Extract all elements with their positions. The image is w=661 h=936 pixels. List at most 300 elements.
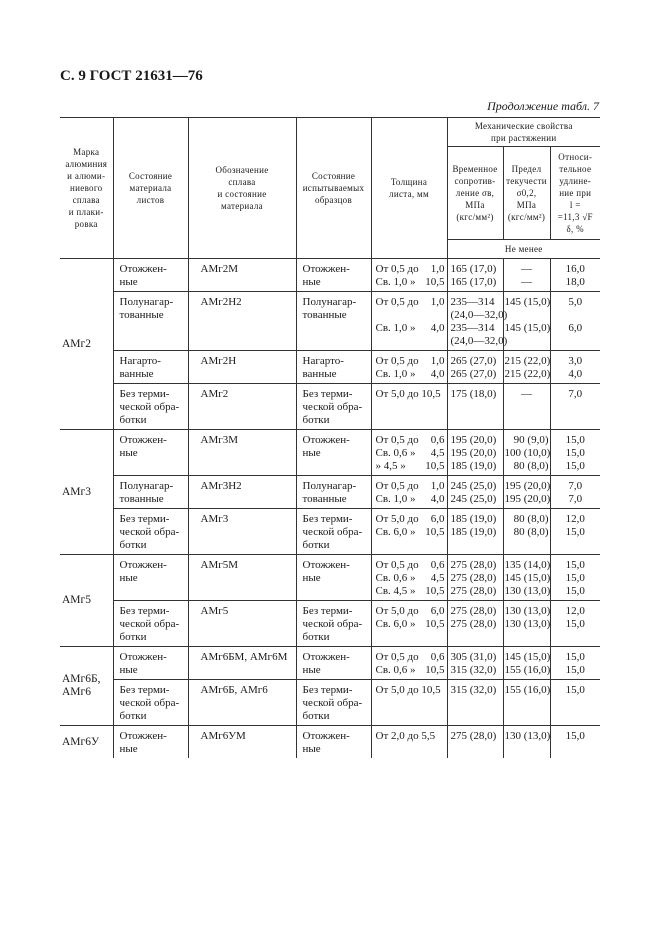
yield-strength-cell [503, 601, 550, 647]
designation: АМг3 [200, 513, 229, 525]
thickness-from: Св. 0,6 » [375, 447, 416, 459]
sheet-state: ные [119, 276, 138, 288]
elongation: 18,0 [565, 276, 585, 288]
page-header: С. 9 ГОСТ 21631—76 [60, 68, 203, 84]
sheet-state: Отожжен- [119, 434, 167, 446]
sheet-state-cell [113, 509, 188, 555]
thickness-cell [371, 726, 447, 759]
tensile-strength: 265 (27,0) [450, 368, 497, 380]
designation-cell [188, 476, 296, 509]
header-sheet-state [113, 118, 188, 259]
yield-strength: 80 (8,0) [513, 526, 549, 538]
tensile-strength: (24,0—32,0) [450, 309, 508, 321]
header-line: Состояние [311, 171, 356, 181]
sheet-state-cell [113, 292, 188, 351]
thickness-to: 0,6 [430, 559, 445, 571]
header-line: (кгс/мм²) [456, 212, 494, 222]
header-not-less: Не менее [447, 240, 600, 259]
header-line: сплава [228, 177, 256, 187]
elongation: 15,0 [565, 651, 585, 663]
header-line: Состояние [128, 171, 173, 181]
yield-strength: 195 (20,0) [504, 480, 551, 492]
header-line: текучести [506, 176, 547, 186]
elongation [553, 309, 599, 322]
yield-strength-cell [503, 647, 550, 680]
yield-strength: 130 (13,0) [504, 730, 551, 742]
elongation: 6,0 [568, 322, 583, 334]
header-line: ние при [559, 188, 592, 198]
sample-state: ческой обра- [302, 526, 363, 538]
header-line: Механические свойства [474, 121, 573, 131]
elongation: 7,0 [568, 388, 583, 400]
elongation: 15,0 [565, 684, 585, 696]
header-thickness [371, 118, 447, 259]
sample-state-cell [296, 384, 371, 430]
tensile-strength: 275 (28,0) [450, 618, 497, 630]
sheet-state: Отожжен- [119, 263, 167, 275]
designation-cell [188, 292, 296, 351]
thickness-to: 4,0 [430, 368, 445, 380]
tensile-strength: 165 (17,0) [450, 263, 497, 275]
sheet-state: Без терми- [119, 513, 170, 525]
sample-state: Отожжен- [302, 651, 350, 663]
thickness-range [376, 572, 445, 585]
sheet-state: Без терми- [119, 388, 170, 400]
thickness-cell [371, 384, 447, 430]
thickness-range [376, 559, 445, 572]
sample-state: тованные [302, 493, 347, 505]
thickness-range [376, 513, 445, 526]
header-line: =11,3 √F [557, 212, 593, 222]
sheet-state: ные [119, 447, 138, 459]
elongation [553, 335, 599, 348]
yield-strength: 100 (10,0) [504, 447, 551, 459]
yield-strength-cell [503, 430, 550, 476]
sample-state: Нагарто- [302, 355, 344, 367]
sheet-state: тованные [119, 493, 164, 505]
header-tensile-strength [447, 147, 503, 240]
sheet-state-cell [113, 384, 188, 430]
sheet-state: тованные [119, 309, 164, 321]
sheet-state: Отожжен- [119, 730, 167, 742]
thickness-range [376, 388, 445, 401]
tensile-strength: 315 (32,0) [450, 684, 497, 696]
thickness-cell [371, 430, 447, 476]
tensile-strength-cell [447, 384, 503, 430]
sample-state-cell [296, 259, 371, 292]
sheet-state-cell [113, 726, 188, 759]
yield-strength: 145 (15,0) [504, 651, 551, 663]
table-row [60, 680, 600, 726]
yield-strength-cell [503, 680, 550, 726]
alloy-grade: АМг5 [62, 594, 91, 606]
header-line: Относи- [558, 152, 593, 162]
designation-cell [188, 601, 296, 647]
tensile-strength: (24,0—32,0) [450, 335, 508, 347]
thickness-to: 0,6 [430, 651, 445, 663]
tensile-strength: 235—314 [450, 296, 495, 308]
designation: АМг5М [200, 559, 239, 571]
yield-strength: 80 (8,0) [513, 460, 549, 472]
sample-state: ботки [302, 539, 330, 551]
designation: АМг6УМ [200, 730, 246, 742]
sample-state: ботки [302, 710, 330, 722]
header-line: листа, мм [389, 189, 429, 199]
designation-cell [188, 259, 296, 292]
sample-state: Отожжен- [302, 434, 350, 446]
header-line: алюминия [65, 159, 108, 169]
thickness-range [376, 460, 445, 473]
thickness-range [376, 664, 445, 677]
yield-strength: 195 (20,0) [504, 493, 551, 505]
elongation: 15,0 [565, 434, 585, 446]
thickness-from: От 0,5 до [375, 296, 419, 308]
designation: АМг2Н2 [200, 296, 242, 308]
sheet-state-cell [113, 351, 188, 384]
thickness-from: От 5,0 до 10,5 [375, 684, 441, 696]
elongation-cell [550, 476, 600, 509]
thickness-range [376, 309, 445, 322]
sample-state: Полунагар- [302, 296, 357, 308]
yield-strength-cell [503, 476, 550, 509]
elongation-cell [550, 647, 600, 680]
thickness-cell [371, 351, 447, 384]
thickness-cell [371, 555, 447, 601]
sample-state: ные [302, 664, 321, 676]
header-line: ление σв, [455, 188, 495, 198]
header-line: сопротив- [454, 176, 496, 186]
tensile-strength: 275 (28,0) [450, 730, 497, 742]
sample-state-cell [296, 601, 371, 647]
elongation-cell [550, 726, 600, 759]
header-line: МПа [516, 200, 537, 210]
thickness-range [376, 493, 445, 506]
thickness-to: 1,0 [430, 480, 445, 492]
yield-strength: 90 (9,0) [513, 434, 549, 446]
tensile-strength: 305 (31,0) [450, 651, 497, 663]
elongation: 5,0 [568, 296, 583, 308]
sample-state: Без терми- [302, 684, 353, 696]
thickness-range [376, 447, 445, 460]
alloy-grade-cell [60, 726, 113, 759]
table-row [60, 509, 600, 555]
thickness-range [376, 335, 445, 348]
tensile-strength: 275 (28,0) [450, 585, 497, 597]
sample-state: ные [302, 276, 321, 288]
thickness-from: Св. 0,6 » [375, 664, 416, 676]
sheet-state: ные [119, 743, 138, 755]
header-elongation [550, 147, 600, 240]
yield-strength: 135 (14,0) [504, 559, 551, 571]
alloy-grade: АМг3 [62, 485, 91, 498]
alloy-grade-cell [60, 430, 113, 555]
header-line: материала [221, 201, 263, 211]
designation: АМг3М [200, 434, 239, 446]
tensile-strength-cell [447, 647, 503, 680]
designation-cell [188, 726, 296, 759]
continuation-note: Продолжение табл. 7 [487, 99, 599, 113]
yield-strength-cell [503, 509, 550, 555]
yield-strength-cell [503, 555, 550, 601]
sample-state: ческой обра- [302, 618, 363, 630]
sample-state: Без терми- [302, 388, 353, 400]
designation-cell [188, 509, 296, 555]
sheet-state: Отожжен- [119, 559, 167, 571]
thickness-cell [371, 292, 447, 351]
sample-state: Отожжен- [302, 263, 350, 275]
yield-strength: 130 (13,0) [504, 585, 551, 597]
thickness-to: 4,5 [430, 572, 445, 584]
sample-state: Без терми- [302, 513, 353, 525]
thickness-to: 10,5 [425, 585, 445, 597]
header-sample-state [296, 118, 371, 259]
tensile-strength-cell [447, 292, 508, 351]
header-line: ниевого [70, 183, 103, 193]
thickness-cell [371, 259, 447, 292]
yield-strength: 155 (16,0) [504, 664, 551, 676]
header-line: ровка [74, 219, 98, 229]
sample-state-cell [296, 430, 371, 476]
header-line: и состояние [217, 189, 267, 199]
yield-strength-cell [503, 259, 550, 292]
alloy-grade: АМг6У [62, 735, 100, 748]
elongation-cell [550, 384, 600, 430]
yield-strength-cell [503, 726, 550, 759]
designation: АМг6Б, АМг6 [200, 684, 268, 696]
thickness-from: Св. 4,5 » [375, 585, 416, 597]
designation: АМг2Н [200, 355, 237, 367]
thickness-from: От 0,5 до [375, 263, 419, 275]
sample-state: ческой обра- [302, 401, 363, 413]
header-line: σ0,2, [516, 188, 537, 198]
header-mechanical-properties [447, 118, 600, 147]
alloy-grade-cell [60, 259, 113, 430]
thickness-from: От 0,5 до [375, 434, 419, 446]
thickness-range [376, 480, 445, 493]
yield-strength: 145 (15,0) [504, 572, 551, 584]
sheet-state: Полунагар- [119, 296, 174, 308]
yield-strength: 155 (16,0) [504, 684, 551, 696]
sheet-state: Отожжен- [119, 651, 167, 663]
thickness-from: Св. 6,0 » [375, 618, 416, 630]
tensile-strength-cell [447, 476, 503, 509]
thickness-to: 1,0 [430, 296, 445, 308]
sample-state: ботки [302, 414, 330, 426]
elongation: 7,0 [568, 493, 583, 505]
yield-strength: 145 (15,0) [504, 322, 551, 334]
tensile-strength-cell [447, 601, 503, 647]
yield-strength: 215 (22,0) [504, 355, 551, 367]
elongation: 15,0 [565, 559, 585, 571]
thickness-to: 10,5 [425, 664, 445, 676]
elongation: 4,0 [568, 368, 583, 380]
sample-state: ные [302, 572, 321, 584]
thickness-cell [371, 680, 447, 726]
yield-strength: 130 (13,0) [504, 605, 551, 617]
sheet-state: ботки [119, 414, 147, 426]
thickness-to: 10,5 [425, 618, 445, 630]
sheet-state: ческой обра- [119, 697, 180, 709]
tensile-strength: 195 (20,0) [450, 447, 497, 459]
thickness-to: 10,5 [425, 276, 445, 288]
header-line: l = [569, 200, 581, 210]
designation-cell [188, 555, 296, 601]
table-row [60, 601, 600, 647]
alloy-grade: АМг2 [62, 337, 91, 350]
thickness-from: » 4,5 » [375, 460, 406, 472]
thickness-to: 10,5 [425, 460, 445, 472]
header-designation [188, 118, 296, 259]
table-row [60, 647, 600, 680]
tensile-strength: 165 (17,0) [450, 276, 497, 288]
sample-state: ческой обра- [302, 697, 363, 709]
thickness-cell [371, 601, 447, 647]
header-line: сплава [72, 195, 100, 205]
sheet-state: ботки [119, 710, 147, 722]
sheet-state: ботки [119, 631, 147, 643]
header-line: Толщина [390, 177, 428, 187]
sheet-state: ческой обра- [119, 618, 180, 630]
thickness-to: 4,0 [430, 493, 445, 505]
tensile-strength-cell [447, 351, 503, 384]
thickness-to: 6,0 [430, 513, 445, 525]
sample-state-cell [296, 647, 371, 680]
elongation-cell [550, 259, 600, 292]
tensile-strength: 315 (32,0) [450, 664, 497, 676]
header-line: испытываемых [302, 183, 365, 193]
elongation: 15,0 [565, 585, 585, 597]
designation-cell [188, 384, 296, 430]
tensile-strength-cell [447, 509, 503, 555]
table-row [60, 476, 600, 509]
elongation: 12,0 [565, 605, 585, 617]
yield-strength-cell [503, 351, 550, 384]
header-line: Марка [73, 147, 100, 157]
sheet-state: ческой обра- [119, 401, 180, 413]
tensile-strength-cell [447, 726, 503, 759]
tensile-strength: 195 (20,0) [450, 434, 497, 446]
sample-state: ботки [302, 631, 330, 643]
alloy-grade: АМг6Б, [62, 673, 101, 685]
sample-state: Отожжен- [302, 730, 350, 742]
designation-cell [188, 647, 296, 680]
elongation-cell [550, 430, 600, 476]
header-line: Временное [452, 164, 498, 174]
thickness-range [376, 355, 445, 368]
header-line: и плаки- [68, 207, 104, 217]
sample-state-cell [296, 509, 371, 555]
sheet-state-cell [113, 555, 188, 601]
sheet-state: Без терми- [119, 684, 170, 696]
yield-strength: 130 (13,0) [504, 618, 551, 630]
table-row [60, 555, 600, 601]
sheet-state: Полунагар- [119, 480, 174, 492]
sample-state: Отожжен- [302, 559, 350, 571]
thickness-from: От 5,0 до 10,5 [375, 388, 441, 400]
header-line: листов [136, 195, 165, 205]
sheet-state-cell [113, 476, 188, 509]
thickness-range [376, 263, 445, 276]
thickness-to: 10,5 [425, 526, 445, 538]
thickness-range [376, 684, 445, 697]
sheet-state-cell [113, 647, 188, 680]
tensile-strength: 275 (28,0) [450, 605, 497, 617]
alloy-grade-cell [60, 647, 113, 726]
alloy-grade: АМг6 [62, 686, 91, 698]
tensile-strength-cell [447, 430, 503, 476]
header-line: Предел [511, 164, 542, 174]
elongation-cell [550, 680, 600, 726]
elongation: 15,0 [565, 526, 585, 538]
yield-strength: 80 (8,0) [513, 513, 549, 525]
header-line: материала [129, 183, 172, 193]
thickness-to: 4,0 [430, 322, 445, 334]
sample-state: Полунагар- [302, 480, 357, 492]
thickness-from: От 0,5 до [375, 355, 419, 367]
header-line: δ, % [566, 224, 584, 234]
thickness-from: Св. 1,0 » [375, 493, 416, 505]
header-line: удлине- [559, 176, 592, 186]
designation-cell [188, 351, 296, 384]
thickness-from: Св. 1,0 » [375, 276, 416, 288]
sample-state-cell [296, 680, 371, 726]
sample-state: ванные [302, 368, 337, 380]
thickness-range [376, 651, 445, 664]
table-body [60, 259, 600, 759]
thickness-range [376, 368, 445, 381]
elongation: 15,0 [565, 572, 585, 584]
sample-state-cell [296, 476, 371, 509]
alloy-grade-cell [60, 555, 113, 647]
thickness-cell [371, 509, 447, 555]
elongation: 15,0 [565, 460, 585, 472]
designation: АМг6БМ, АМг6М [200, 651, 288, 663]
header-line: (кгс/мм²) [507, 212, 546, 222]
thickness-range [376, 526, 445, 539]
tensile-strength: 275 (28,0) [450, 572, 497, 584]
yield-strength: 145 (15,0) [504, 296, 551, 308]
thickness-range [376, 730, 445, 743]
header-line: образцов [314, 195, 353, 205]
thickness-to: 6,0 [430, 605, 445, 617]
sheet-state-cell [113, 601, 188, 647]
thickness-range [376, 585, 445, 598]
tensile-strength: 185 (19,0) [450, 460, 497, 472]
tensile-strength: 265 (27,0) [450, 355, 497, 367]
table-row [60, 292, 600, 351]
thickness-from: Св. 1,0 » [375, 368, 416, 380]
sheet-state: Без терми- [119, 605, 170, 617]
table-row [60, 259, 600, 292]
thickness-range [376, 618, 445, 631]
properties-table [60, 117, 600, 758]
tensile-strength: 185 (19,0) [450, 513, 497, 525]
elongation: 15,0 [565, 730, 585, 742]
sheet-state: Нагарто- [119, 355, 161, 367]
yield-strength: — [521, 263, 532, 275]
tensile-strength: 245 (25,0) [450, 493, 497, 505]
thickness-from: Св. 1,0 » [375, 322, 416, 334]
sheet-state: ческой обра- [119, 526, 180, 538]
thickness-range [376, 276, 445, 289]
yield-strength [505, 309, 549, 322]
designation: АМг3Н2 [200, 480, 242, 492]
header-line: и алюми- [67, 171, 106, 181]
sheet-state-cell [113, 259, 188, 292]
table-row [60, 430, 600, 476]
sample-state: ные [302, 743, 321, 755]
sample-state: Без терми- [302, 605, 353, 617]
